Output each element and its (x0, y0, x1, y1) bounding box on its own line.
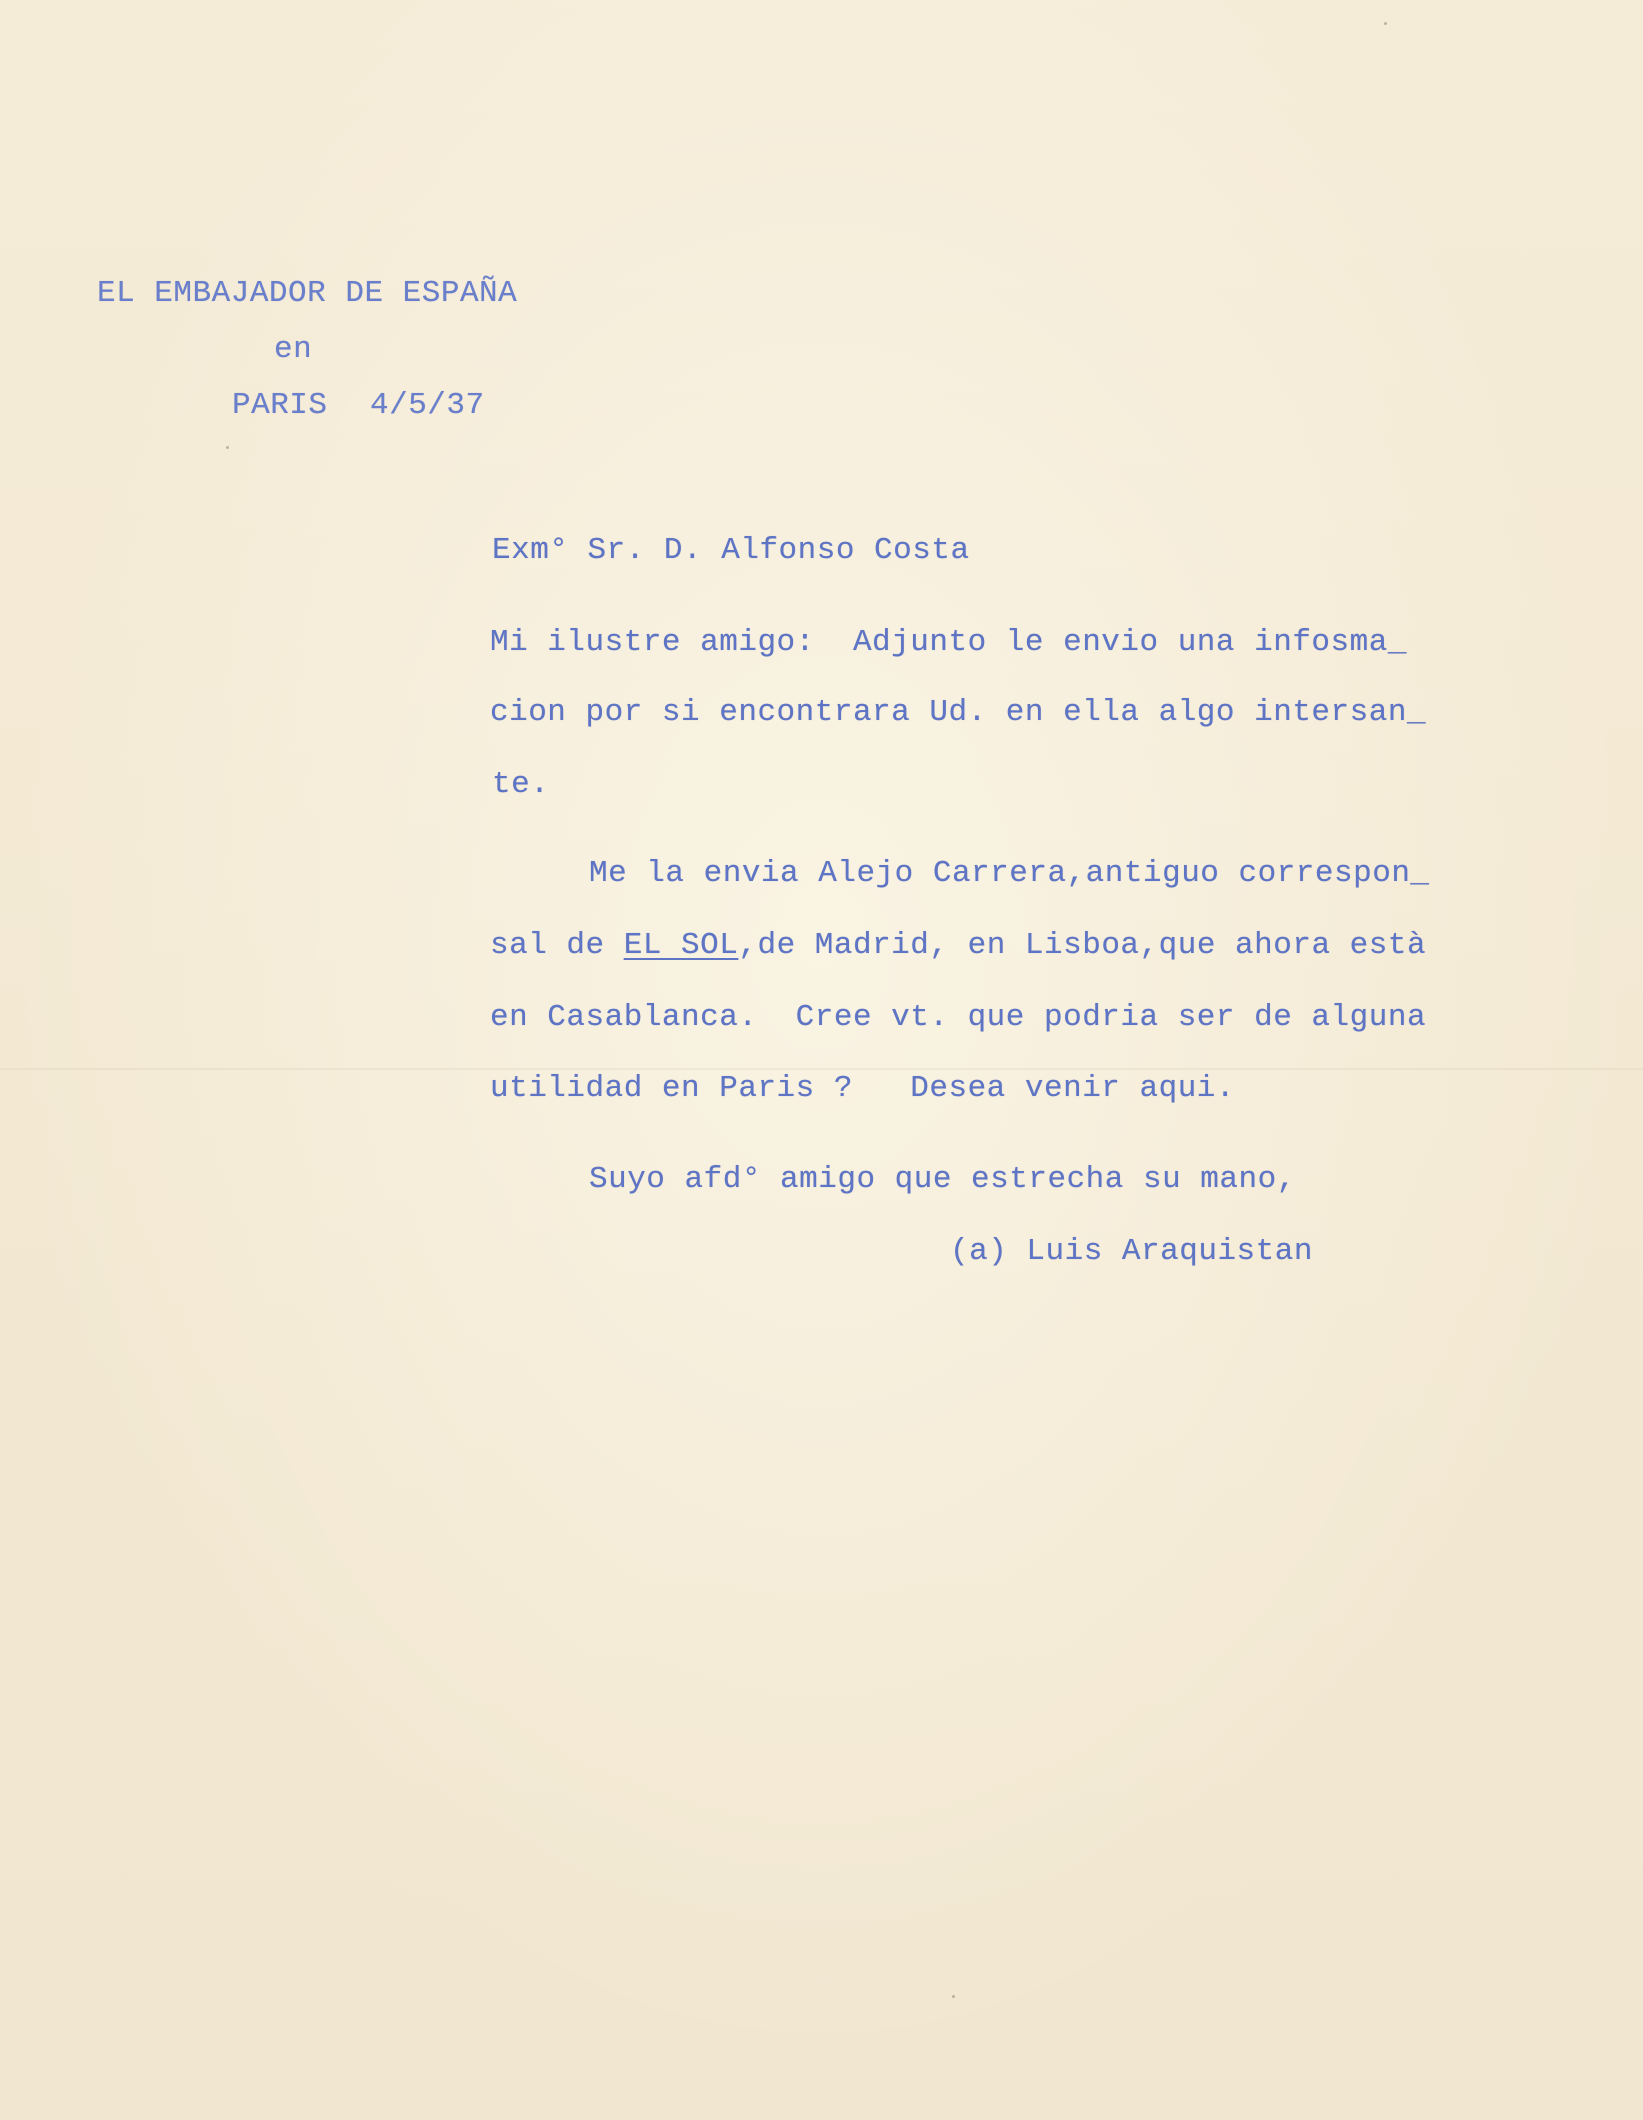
paragraph2-line4: utilidad en Paris ? Desea venir aqui. (490, 1071, 1236, 1106)
paragraph1-line1: Mi ilustre amigo: Adjunto le envio una infosma_ (490, 625, 1407, 660)
paragraph2-line2 (490, 930, 1426, 961)
signature-line: (a) Luis Araquistan (950, 1234, 1313, 1269)
closing-line: Suyo afd° amigo que estrecha su mano, (589, 1162, 1296, 1197)
letterhead-title: EL EMBAJADOR DE ESPAÑA (97, 276, 518, 311)
recipient-line: Exm° Sr. D. Alfonso Costa (492, 533, 970, 568)
paper-fold-line (0, 1068, 1643, 1070)
paper-speck (1384, 22, 1387, 25)
letterhead-date: 4/5/37 (370, 388, 485, 423)
newspaper-name: EL SOL (623, 928, 739, 963)
paragraph1-line2: cion por si encontrara Ud. en ella algo intersan_ (490, 695, 1427, 730)
paper-speck (226, 446, 229, 449)
letterhead-place: PARIS (232, 388, 328, 423)
paper-speck (952, 1995, 955, 1998)
paragraph1-line3: te. (492, 767, 550, 802)
letterhead-en: en (274, 332, 313, 367)
paragraph2-line1: Me la envia Alejo Carrera,antiguo correspon_ (589, 856, 1430, 891)
paragraph2-line2-start: sal de (490, 928, 624, 963)
paragraph2-line3: en Casablanca. Cree vt. que podria ser de alguna (490, 1000, 1427, 1035)
paragraph2-line2-end: ,de Madrid, en Lisboa,que ahora està (738, 928, 1427, 963)
